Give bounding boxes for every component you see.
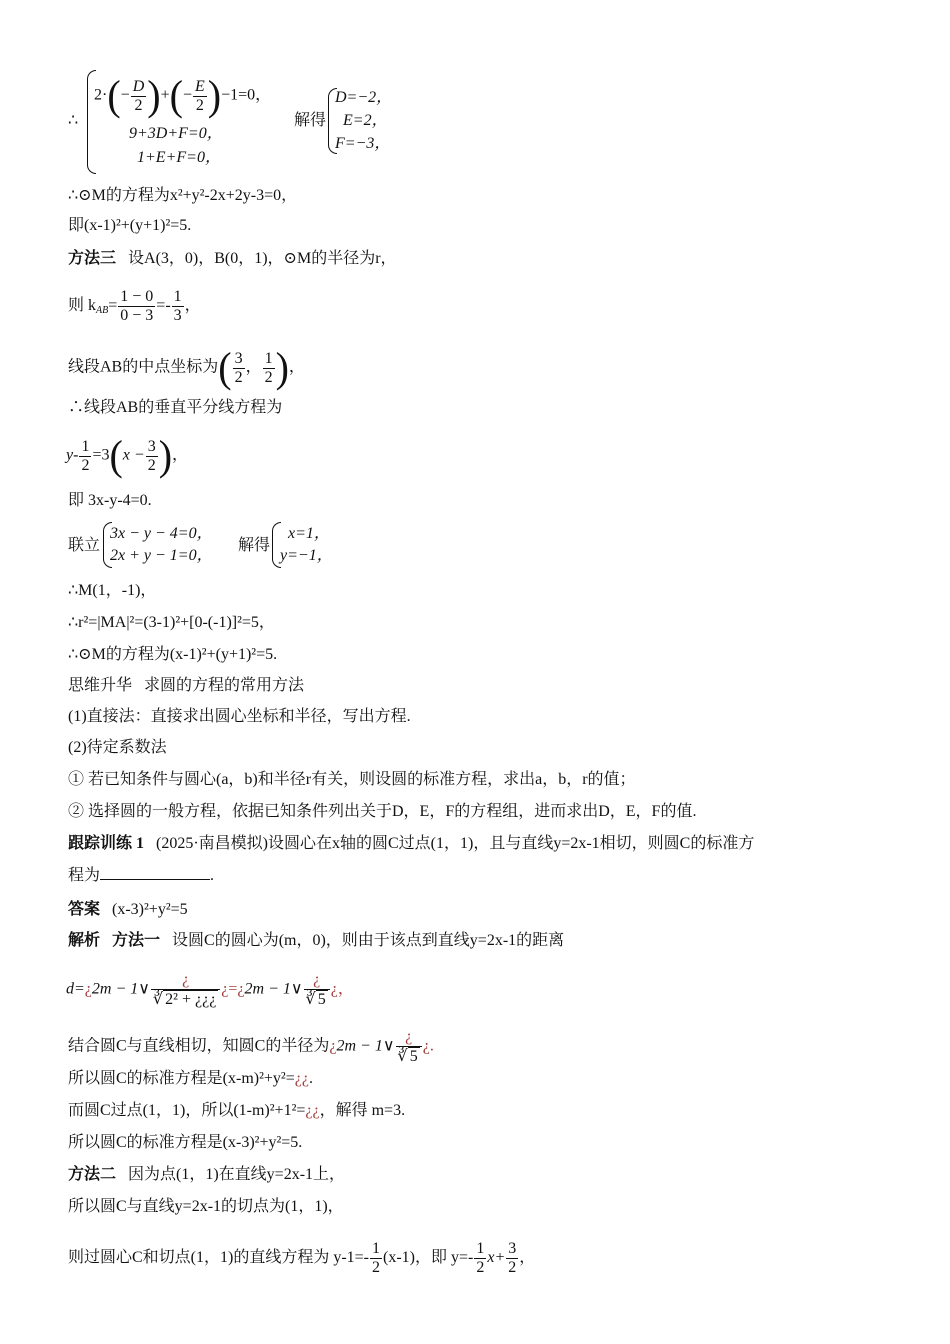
tracking-exercise: 跟踪训练 1 (2025·南昌模拟)设圆心在x轴的圆C过点(1，1)，且与直线y=2x-1相切，则圆C的标准方 [68, 835, 755, 852]
solve-label: 解得 [294, 112, 327, 129]
analysis: 解析 方法一 设圆C的圆心为(m，0)，则由于该点到直线y=2x-1的距离 [68, 932, 565, 949]
solution-y: y=−1， [280, 547, 333, 564]
perpendicular-bisector-equation: y- $\frac{1}{2}$ =3(x − $\frac{3}{2}$ )， [66, 431, 189, 480]
distance-formula: d=¿2m − 1∨ $\frac{¿}{\text{∛ 2² + ¿¿¿}}$ ¿=¿2m − 1∨ $\frac{¿}{∛ 5}$ ¿， [66, 971, 354, 1008]
answer-blank [100, 865, 210, 880]
slope-ab: 则 $k_{AB}=$ $\frac{1 - 0}{0 - 3}$ =- $\frac{1}{3}$ ， [68, 288, 201, 324]
normal-line-equation: 则过圆心C和切点(1，1)的直线方程为 y-1=- $\frac{1}{2}$ (x-1)，即 y=- $\frac{1}{2}$ x+ $\frac{3}{2}$ ， [68, 1240, 536, 1276]
combine-label: 联立 [68, 537, 101, 554]
radius-line: 结合圆C与直线相切，知圆C的半径为¿2m − 1∨ $\frac{¿}{∛ 5}$ ¿. [68, 1028, 434, 1065]
answer: 答案 (x-3)²+y²=5 [68, 901, 188, 918]
system2-eq1: 3x − y − 4=0， [110, 525, 213, 542]
circle-equation-standard: 即(x-1)²+(y+1)²=5. [68, 217, 192, 234]
system1-eq1: 2·(− $\frac{D}{2}$ )+(− $\frac{E}{2}$ )−1=0， [94, 71, 272, 120]
tangent-point: 所以圆C与直线y=2x-1的切点为(1，1)， [68, 1198, 344, 1215]
solution-d: D=−2， [335, 89, 393, 106]
tracking-exercise-cont: 程为 . [68, 867, 215, 884]
line-equation: 即 3x-y-4=0. [68, 492, 152, 509]
system2-eq2: 2x + y − 1=0， [110, 547, 213, 564]
point-2-sub-2: ② 选择圆的一般方程，依据已知条件列出关于D，E，F的方程组，进而求出D，E，F的值. [68, 803, 697, 820]
point-1: (1)直接法：直接求出圆心坐标和半径，写出方程. [68, 708, 411, 725]
midpoint-ab: 线段AB的中点坐标为( $\frac{3}{2}$ ， $\frac{1}{2}$ )， [68, 343, 305, 392]
system1-eq3: 1+E+F=0， [137, 149, 221, 166]
system1-eq2: 9+3D+F=0， [129, 125, 223, 142]
therefore-symbol: ∴ [68, 112, 79, 129]
center-point: ∴M(1，-1)， [68, 582, 157, 599]
standard-equation-result: 所以圆C的标准方程是(x-3)²+y²=5. [68, 1134, 303, 1151]
point-2: (2)待定系数法 [68, 739, 167, 756]
circle-equation-general: ∴⊙M的方程为x²+y²-2x+2y-3=0， [68, 187, 298, 204]
solution-f: F=−3， [335, 135, 391, 152]
circle-equation-result: ∴⊙M的方程为(x-1)²+(y+1)²=5. [68, 646, 278, 663]
solution-x: x=1， [288, 525, 330, 542]
thinking-upgrade: 思维升华 求圆的方程的常用方法 [68, 677, 305, 694]
pass-point: 而圆C过点(1，1)，所以(1-m)²+1²=¿¿，解得 m=3. [68, 1102, 406, 1119]
point-2-sub-1: ① 若已知条件与圆心(a，b)和半径r有关，则设圆的标准方程，求出a，b，r的值； [68, 771, 636, 788]
method-two: 方法二 因为点(1，1)在直线y=2x-1上， [68, 1166, 346, 1183]
perpendicular-bisector-label: ∴线段AB的垂直平分线方程为 [68, 399, 283, 416]
radius-squared: ∴r²=|MA|²=(3-1)²+[0-(-1)]²=5， [68, 614, 275, 631]
standard-equation-m: 所以圆C的标准方程是(x-m)²+y²=¿¿. [68, 1070, 313, 1087]
method-three: 方法三 设A(3，0)，B(0，1)，⊙M的半径为r， [68, 250, 397, 267]
solution-e: E=2， [343, 112, 388, 129]
system2-solve-label: 解得 [238, 537, 271, 554]
